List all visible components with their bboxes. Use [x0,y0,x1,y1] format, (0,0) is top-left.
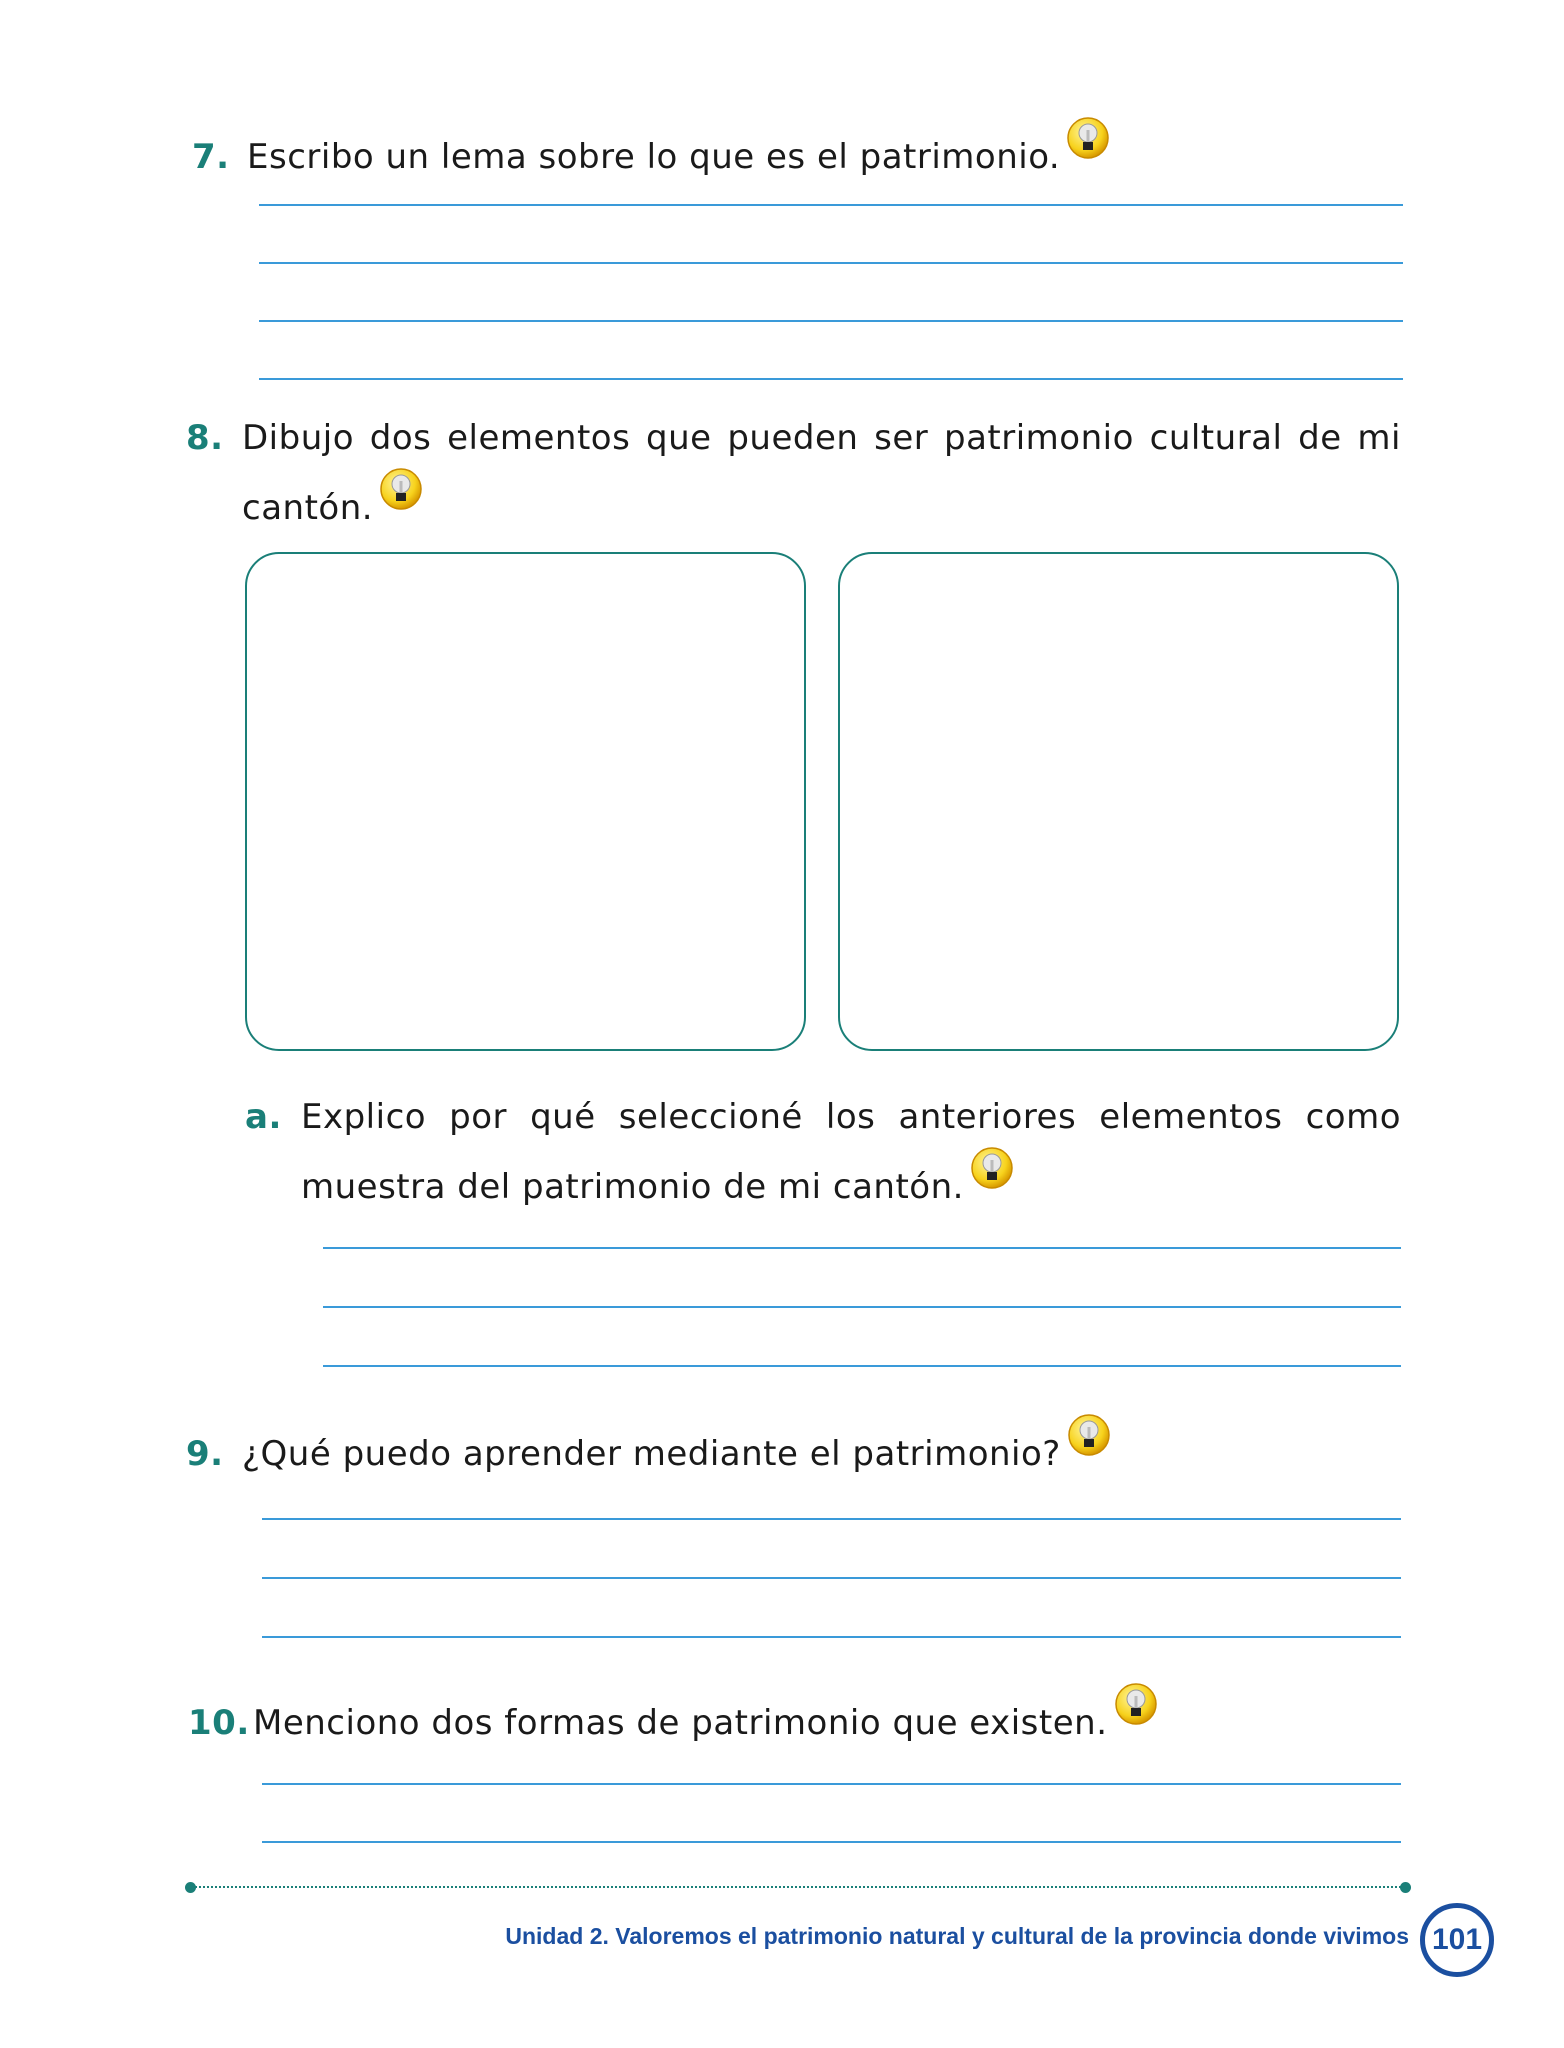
question-number: 8. [186,418,224,458]
question-number: a. [245,1097,282,1137]
question-text: muestra del patrimonio de mi cantón. [301,1167,964,1207]
answer-line[interactable] [323,1365,1401,1367]
question-9 [186,1413,1111,1483]
drawing-box-1[interactable] [245,552,806,1051]
answer-line[interactable] [323,1306,1401,1308]
question-10 [188,1682,1158,1752]
drawing-box-2[interactable] [838,552,1399,1051]
footer-divider [190,1886,1405,1888]
answer-line[interactable] [262,1518,1401,1520]
answer-line[interactable] [259,204,1403,206]
question-8a [245,1089,1401,1216]
answer-line[interactable] [262,1841,1401,1843]
answer-line[interactable] [262,1783,1401,1785]
answer-line[interactable] [262,1577,1401,1579]
lightbulb-icon [1067,1413,1111,1457]
question-text: Escribo un lema sobre lo que es el patrimonio. [247,137,1061,177]
page-number: 101 [1420,1903,1494,1977]
question-7 [192,116,1110,186]
answer-line[interactable] [259,378,1403,380]
question-text: Explico por qué seleccioné los anteriores elementos como [301,1097,1401,1137]
question-8 [186,410,1401,537]
answer-line[interactable] [259,320,1403,322]
question-number: 7. [192,137,230,177]
question-text: Dibujo dos elementos que pueden ser patrimonio cultural de mi [242,418,1401,458]
question-text: ¿Qué puedo aprender mediante el patrimonio? [242,1434,1061,1474]
question-text: cantón. [242,488,374,528]
divider-dot [1400,1882,1411,1893]
question-number: 10. [188,1703,250,1743]
lightbulb-icon [379,467,423,511]
lightbulb-icon [970,1146,1014,1190]
question-text: Menciono dos formas de patrimonio que existen. [253,1703,1108,1743]
answer-line[interactable] [262,1636,1401,1638]
answer-line[interactable] [259,262,1403,264]
question-number: 9. [186,1434,224,1474]
lightbulb-icon [1114,1682,1158,1726]
answer-line[interactable] [323,1247,1401,1249]
lightbulb-icon [1066,116,1110,160]
footer-unit-title: Unidad 2. Valoremos el patrimonio natural y cultural de la provincia donde vivimos [505,1923,1409,1949]
